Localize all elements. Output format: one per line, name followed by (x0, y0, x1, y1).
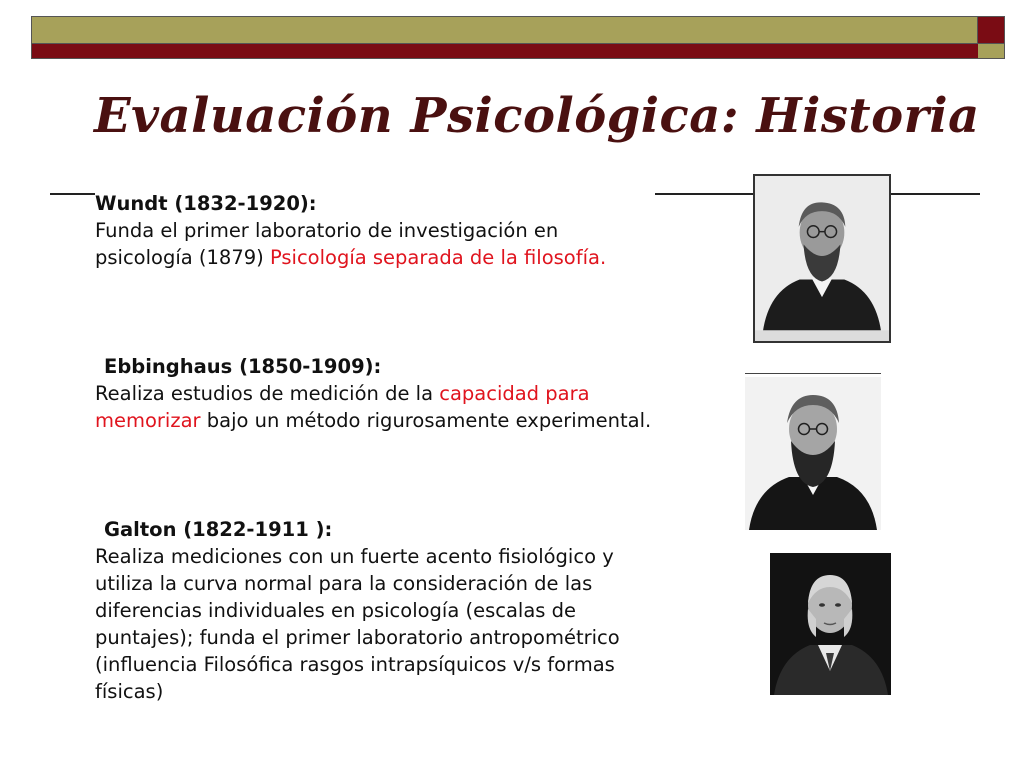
section-highlight-wundt: Psicología separada de la filosofía. (269, 246, 607, 269)
section-heading-galton: Galton (1822-1911 ): (104, 518, 333, 541)
section-text-after-ebbinghaus: bajo un método rigurosamente experimental. (200, 409, 652, 432)
wundt-portrait (753, 174, 891, 343)
ebbinghaus-portrait-drawing (745, 377, 881, 530)
portrait-divider (745, 373, 881, 374)
section-highlight-ebbinghaus: capacidad para memorizar (95, 382, 590, 432)
decoration-olive-square (978, 43, 1004, 58)
decoration-maroon-square (978, 17, 1004, 43)
ebbinghaus-portrait (745, 377, 881, 530)
section-text-wundt: Funda el primer laboratorio de investigación en psicología (1879) (95, 219, 559, 269)
galton-portrait (770, 553, 891, 695)
header-decoration-bar (31, 16, 1005, 59)
galton-section (95, 516, 655, 705)
slide-title: Evaluación Psicológica: Historia (94, 88, 980, 144)
galton-portrait-drawing (770, 553, 891, 695)
section-text-galton: Realiza mediciones con un fuerte acento fisiológico y utiliza la curva normal para la consideración de las diferencias individuales en psicología (escalas de puntajes); funda el primer laboratorio antropométrico (influencia Filosófica rasgos intrapsíquicos v/s formas físicas) (95, 545, 620, 703)
section-heading-ebbinghaus: Ebbinghaus (1850-1909): (104, 355, 382, 378)
section-text-ebbinghaus: Realiza estudios de medición de la (95, 382, 440, 405)
decoration-olive-stripe (32, 17, 978, 43)
ebbinghaus-section (95, 353, 655, 434)
decoration-maroon-stripe (32, 43, 978, 58)
wundt-portrait-drawing (755, 176, 889, 341)
section-heading-wundt: Wundt (1832-1920): (95, 192, 317, 215)
wundt-section (95, 190, 655, 271)
